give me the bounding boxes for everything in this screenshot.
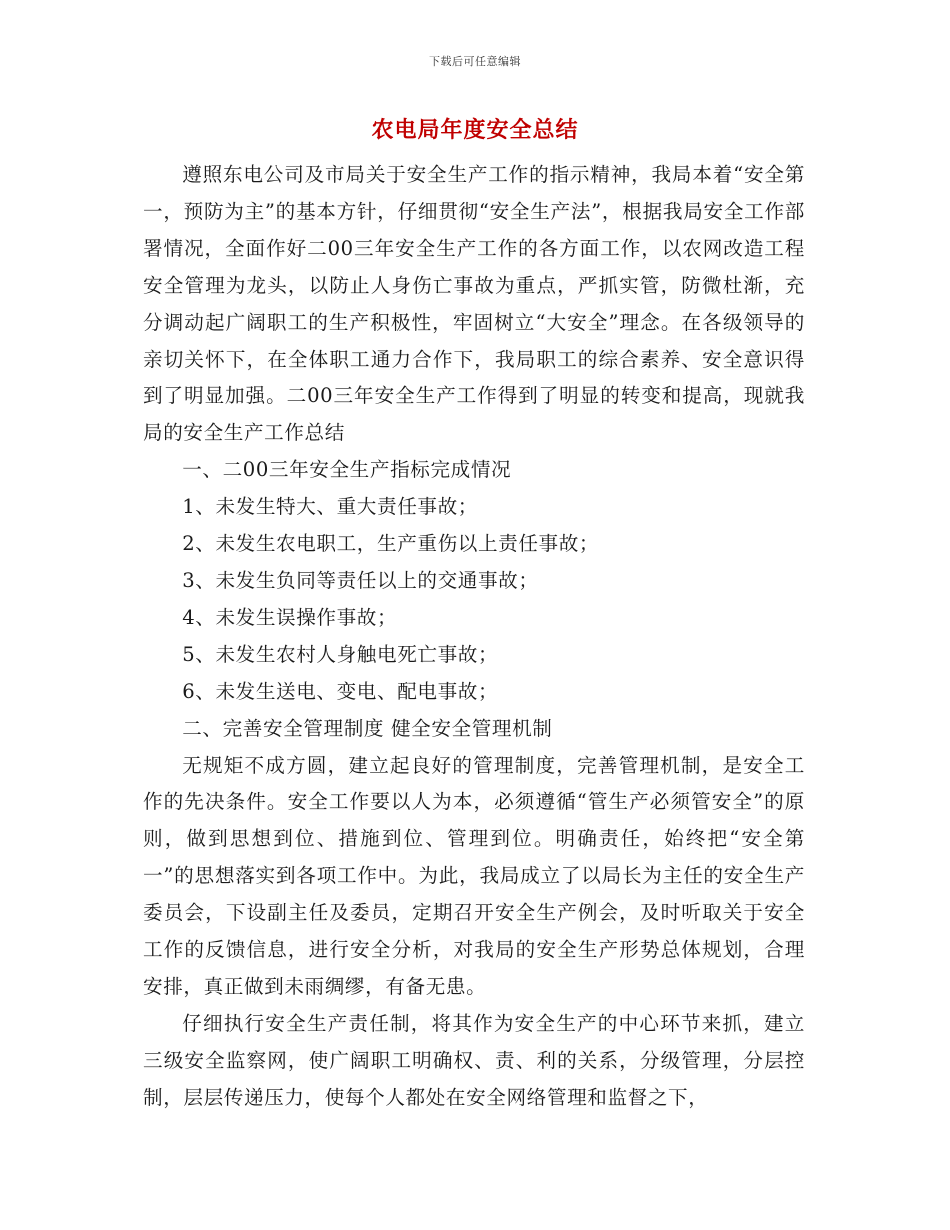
list-item: 6、未发生送电、变电、配电事故； (182, 679, 499, 703)
list-item: 1、未发生特大、重大责任事故； (182, 495, 478, 519)
paragraph-intro: 遵照东电公司及市局关于安全生产工作的指示精神，我局本着“安全第一，预防为主”的基本方针，仔细贯彻“安全生产法”，根据我局安全工作部署情况，全面作好二00三年安全生产工作的各方面工作，以农网改造工程安全管理为龙头，以防止人身伤亡事故为重点，严抓实管，防微杜渐，充分调动起广阔职工的生产积极性，牢固树立“大安全”理念。在各级领导的亲切关怀下，在全体职工通力合作下，我局职工的综合素养、安全意识得到了明显加强。二00三年安全生产工作得到了明显的转变和提高，现就我局的安全生产工作总结 (143, 163, 805, 445)
document-body (143, 157, 805, 1117)
list-item: 3、未发生负同等责任以上的交通事故； (182, 568, 539, 592)
document-title: 农电局年度安全总结 (371, 117, 579, 143)
header-note: 下载后可任意编辑 (429, 55, 521, 68)
list-item: 5、未发生农村人身触电死亡事故； (182, 642, 499, 666)
list-item: 2、未发生农电职工，生产重伤以上责任事故； (182, 532, 600, 556)
list-item: 4、未发生误操作事故； (182, 605, 398, 629)
paragraph-responsibility: 仔细执行安全生产责任制，将其作为安全生产的中心环节来抓，建立三级安全监察网，使广阔职工明确权、责、利的关系，分级管理，分层控制，层层传递压力，使每个人都处在安全网络管理和监督之下， (143, 1011, 805, 1109)
section-heading-1: 一、二00三年安全生产指标完成情况 (182, 458, 512, 482)
paragraph-management: 无规矩不成方圆，建立起良好的管理制度，完善管理机制，是安全工作的先决条件。安全工作要以人为本，必须遵循“管生产必须管安全”的原则，做到思想到位、措施到位、管理到位。明确责任，始终把“安全第一”的思想落实到各项工作中。为此，我局成立了以局长为主任的安全生产委员会，下设副主任及委员，定期召开安全生产例会，及时听取关于安全工作的反馈信息，进行安全分析，对我局的安全生产形势总体规划，合理安排，真正做到未雨绸缪，有备无患。 (143, 753, 805, 998)
section-heading-2: 二、完善安全管理制度 健全安全管理机制 (182, 716, 553, 740)
